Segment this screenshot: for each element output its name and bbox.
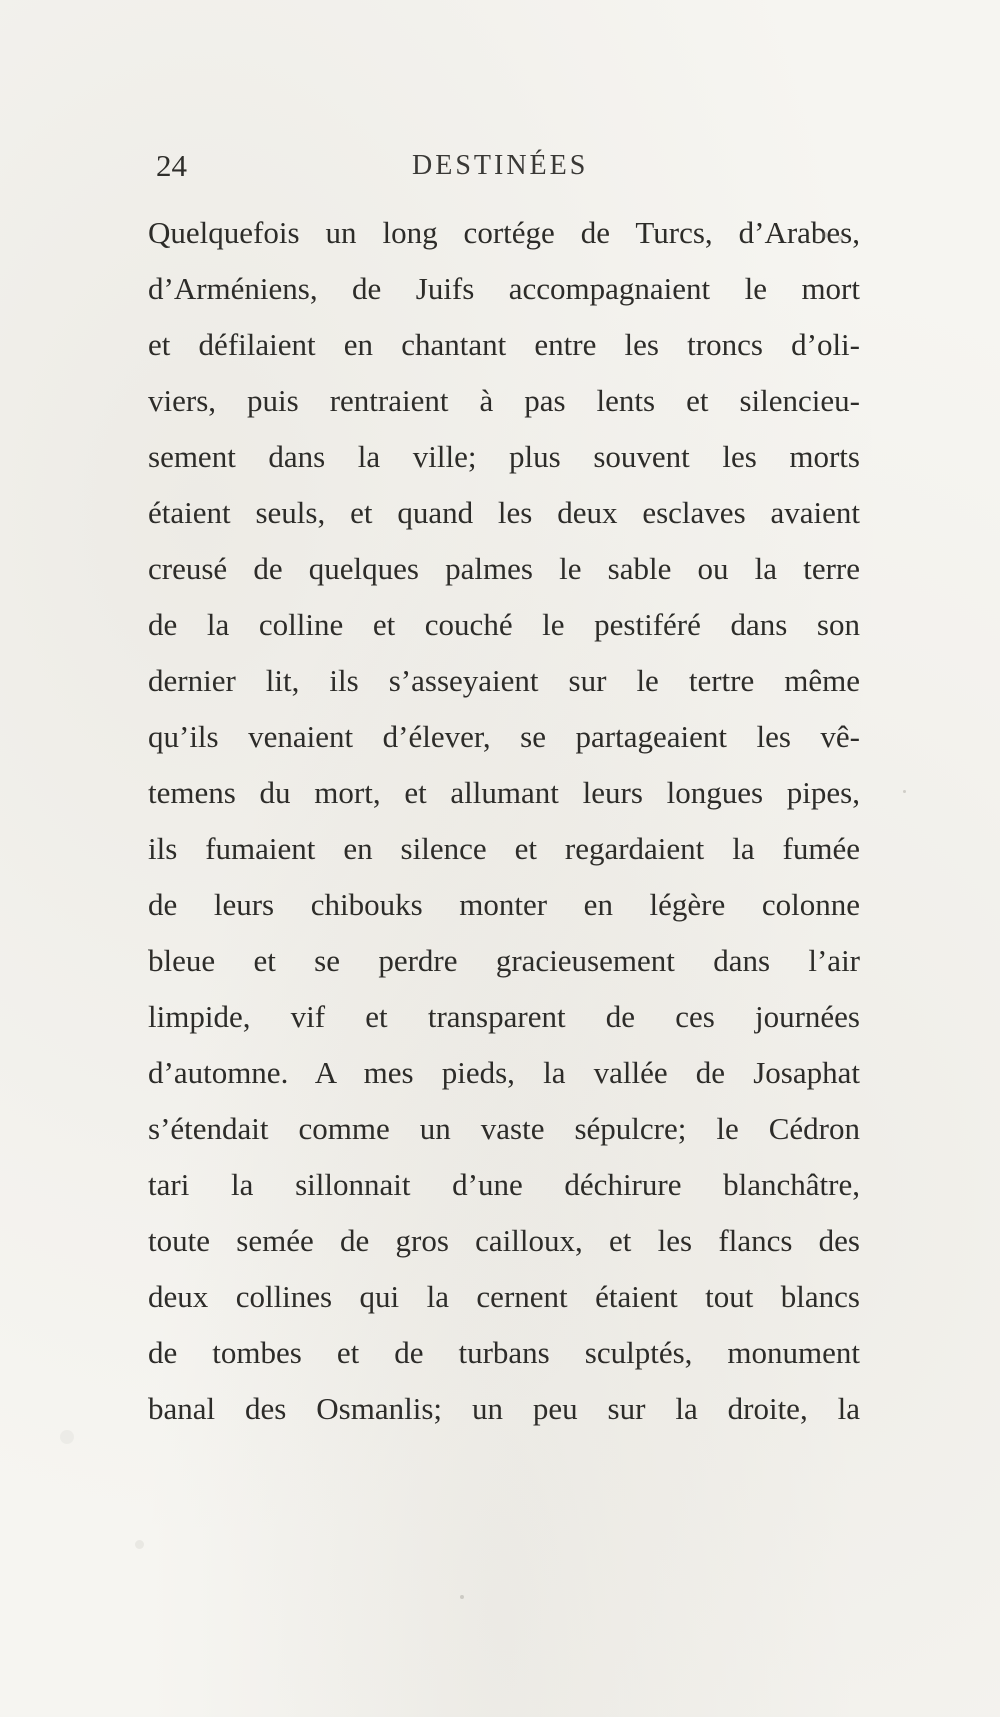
text-line: creusé de quelques palmes le sable ou la terre	[148, 551, 860, 586]
text-line: de tombes et de turbans sculptés, monument	[148, 1335, 860, 1370]
paper-speck	[460, 1595, 464, 1599]
text-line: Quelquefois un long cortége de Turcs, d’Arabes,	[148, 215, 860, 250]
text-line: bleue et se perdre gracieusement dans l’air	[148, 943, 860, 978]
text-line: sement dans la ville; plus souvent les morts	[148, 439, 860, 474]
text-line: qu’ils venaient d’élever, se partageaient les vê-	[148, 719, 860, 754]
body-text	[148, 205, 860, 1437]
text-line: toute semée de gros cailloux, et les flancs des	[148, 1223, 860, 1258]
text-line: d’Arméniens, de Juifs accompagnaient le mort	[148, 271, 860, 306]
text-line: de la colline et couché le pestiféré dans son	[148, 607, 860, 642]
paper-speck	[135, 1540, 144, 1549]
paper-speck	[60, 1430, 74, 1444]
text-line: étaient seuls, et quand les deux esclaves avaient	[148, 495, 860, 530]
text-line: tari la sillonnait d’une déchirure blanchâtre,	[148, 1167, 860, 1202]
text-line: limpide, vif et transparent de ces journées	[148, 999, 860, 1034]
text-line: d’automne. A mes pieds, la vallée de Josaphat	[148, 1055, 860, 1090]
paper-speck	[903, 790, 906, 793]
text-line: de leurs chibouks monter en légère colonne	[148, 887, 860, 922]
paper-speck	[838, 236, 843, 241]
text-line: viers, puis rentraient à pas lents et silencieu-	[148, 383, 860, 418]
text-line: dernier lit, ils s’asseyaient sur le tertre même	[148, 663, 860, 698]
text-line: et défilaient en chantant entre les troncs d’oli-	[148, 327, 860, 362]
page-number: 24	[156, 148, 187, 183]
paper-speck	[822, 232, 828, 238]
text-line: banal des Osmanlis; un peu sur la droite, la	[148, 1391, 860, 1426]
text-line: ils fumaient en silence et regardaient la fumée	[148, 831, 860, 866]
text-line: temens du mort, et allumant leurs longues pipes,	[148, 775, 860, 810]
text-line: s’étendait comme un vaste sépulcre; le Cédron	[148, 1111, 860, 1146]
running-title: DESTINÉES	[412, 150, 589, 181]
running-head	[150, 148, 860, 188]
text-line: deux collines qui la cernent étaient tout blancs	[148, 1279, 860, 1314]
